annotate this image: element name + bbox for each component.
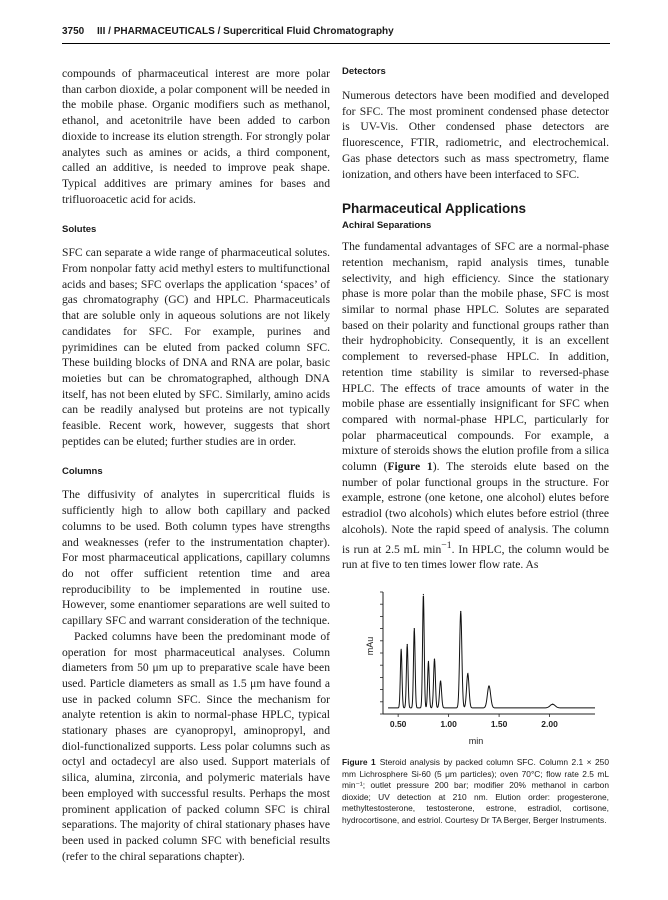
x-tick-label: 2.00 <box>541 719 558 729</box>
peak-7 <box>440 680 441 681</box>
peak-6 <box>434 659 435 660</box>
x-tick-label: 1.00 <box>440 719 457 729</box>
detectors-paragraph: Numerous detectors have been modified and developed for SFC. The most prominent condensed phase detector is UV-Vis. Other condensed phase detectors are fluorescence, FTIR, radiometric, and electrochemical. Gas phase detectors such as mass spectrometry, flame ionization, and others have been interfaced to SFC. <box>342 89 609 181</box>
intro-paragraph: compounds of pharmaceutical interest are more polar than carbon dioxide, a polar component will be needed in the mobile phase. Organic modifiers such as methanol, ethanol, and acetonitrile have been added to carbon dioxide to increase its elution strength. For strongly polar analytes such as amines or acids, a third component, called an additive, is needed to improve peak shape. Typical additives are primary amines for bases and trifluoroacetic acid for acids. <box>62 67 330 206</box>
figure-caption-text: Steroid analysis by packed column SFC. Column 2.1 × 250 mm Lichrosphere Si-60 (5 μm particles); oven 70°C; flow rate 2.5 mL min⁻¹; outlet pressure 200 bar; modifier 20% methanol in carbon dioxide; UV detection at 210 nm. Elution order: progesterone, methyltestosterone, testosterone, estrone, estradiol, cortisone, hydrocortisone, and estriol. Courtesy Dr TA Berger, Berger Instruments. <box>342 757 609 825</box>
peak-9 <box>467 673 468 674</box>
left-column <box>62 66 330 864</box>
peak-10 <box>488 685 489 686</box>
header-rule <box>62 43 610 44</box>
peak-8 <box>460 611 461 612</box>
solutes-heading: Solutes <box>62 224 97 236</box>
achiral-text-b: ). The steroids elute based on the number of polar functional groups in the structure. For example, estrone (one ketone, one alcohol) elutes before estradiol (two alcohols) which elutes before estriol (three alcohols). Note the rapid speed of analysis. The column is run at 2.5 mL min <box>342 460 610 556</box>
x-tick-label: 0.50 <box>389 719 407 729</box>
right-column <box>342 66 609 573</box>
page-number: 3750 <box>62 26 85 37</box>
columns-paragraph-1: The diffusivity of analytes in supercritical fluids is sufficiently high to allow both capillary and packed columns to be used. Both column types have strengths and weaknesses (refer to the instrumentation chapter). For most pharmaceutical applications, capillary columns do not offer sufficient retention time and area reproducibility to be implemented in routine use. However, some enantiomer separations are well suited to capillary SFC and warrant consideration of the technique. <box>62 488 330 628</box>
columns-paragraph-2: Packed columns have been the predominant mode of operation for most pharmaceutical analyses. Column diameters from 50 μm up to preparative scale have been used. Particle diameters as small as 1.5 μm have found a use in packed column SFC. Since the mechanism for analyte retention is akin to normal-phase HPLC, typical stationary phases are cyanopropyl, aminopropyl, and diol-functionalized supports. Less polar columns such as octyl and octadecyl are also used. Support materials of silica, alumina, zirconia, and polymeric materials have been employed with successful results. Perhaps the most prominent application of packed column SFC is chiral separations. The majority of chiral stationary phases have been used in packed column SFC with beneficial results (refer to the chiral separations chapter). <box>62 629 330 863</box>
peak-5 <box>428 661 429 662</box>
achiral-heading: Achiral Separations <box>342 220 432 232</box>
chromatogram-figure <box>342 586 609 751</box>
columns-heading: Columns <box>62 466 103 478</box>
solutes-paragraph: SFC can separate a wide range of pharmaceutical solutes. From nonpolar fatty acid methyl esters to multifunctional acids and bases; SFC overlaps the application ‘spaces’ of gas chromatography (GC) and HPLC. Pharmaceuticals that are soluble only in aqueous solutions are not likely candidates for SFC. For example, purines and pyrimidines can be eluted from packed column SFC. These building blocks of DNA and RNA are polar, basic moieties but can be chromatographed, although DNA itself, has not been eluted by SFC. Similarly, amino acids can be readily analysed but proteins are not typically feasible. Recent work, however, suggests that short peptides can be eluted; further studies are in order. <box>62 246 330 448</box>
detectors-heading: Detectors <box>342 66 386 77</box>
achiral-paragraph <box>342 239 609 573</box>
peak-2 <box>407 644 408 645</box>
figure-caption <box>342 757 609 827</box>
chromatogram-chart <box>342 586 609 751</box>
achiral-text-c: . In HPLC, the column would be run at five to ten times lower flow rate. As <box>342 542 609 572</box>
y-axis-label: mAu <box>365 636 375 656</box>
x-tick-label: 1.50 <box>490 719 508 729</box>
peak-11 <box>552 704 553 705</box>
figure-label: Figure 1 <box>342 757 376 767</box>
running-header <box>62 26 610 37</box>
peak-1 <box>401 649 402 650</box>
flow-unit-superscript: −1 <box>441 539 452 551</box>
figure-1-link[interactable]: Figure 1 <box>387 460 433 474</box>
peak-4 <box>423 594 424 595</box>
chromatogram-trace <box>388 596 595 708</box>
peak-3 <box>414 628 415 629</box>
section-heading: Pharmaceutical Applications <box>342 201 527 217</box>
x-axis-label: min <box>468 736 484 746</box>
achiral-text-a: The fundamental advantages of SFC are a normal-phase retention mechanism, rapid analysis times, tunable selectivity, and high efficiency. Since the stationary phase is more polar than the mobile phase, SFC is most similar to normal phase HPLC. Solutes are separated based on their polarity and functional groups rather than their hydrophobicity. Consequently, it is an excellent complement to reversed-phase HPLC. In addition, retention time stability is similar to reversed-phase HPLC. The effects of trace amounts of water in the mobile phase are essentially insignificant for SFC when compared with normal-phase HPLC, particularly for polar pharmaceutical compounds. For example, a mixture of steroids shows the elution profile from a silica column ( <box>342 240 609 474</box>
running-title: III / PHARMACEUTICALS / Supercritical Fluid Chromatography <box>97 26 394 37</box>
